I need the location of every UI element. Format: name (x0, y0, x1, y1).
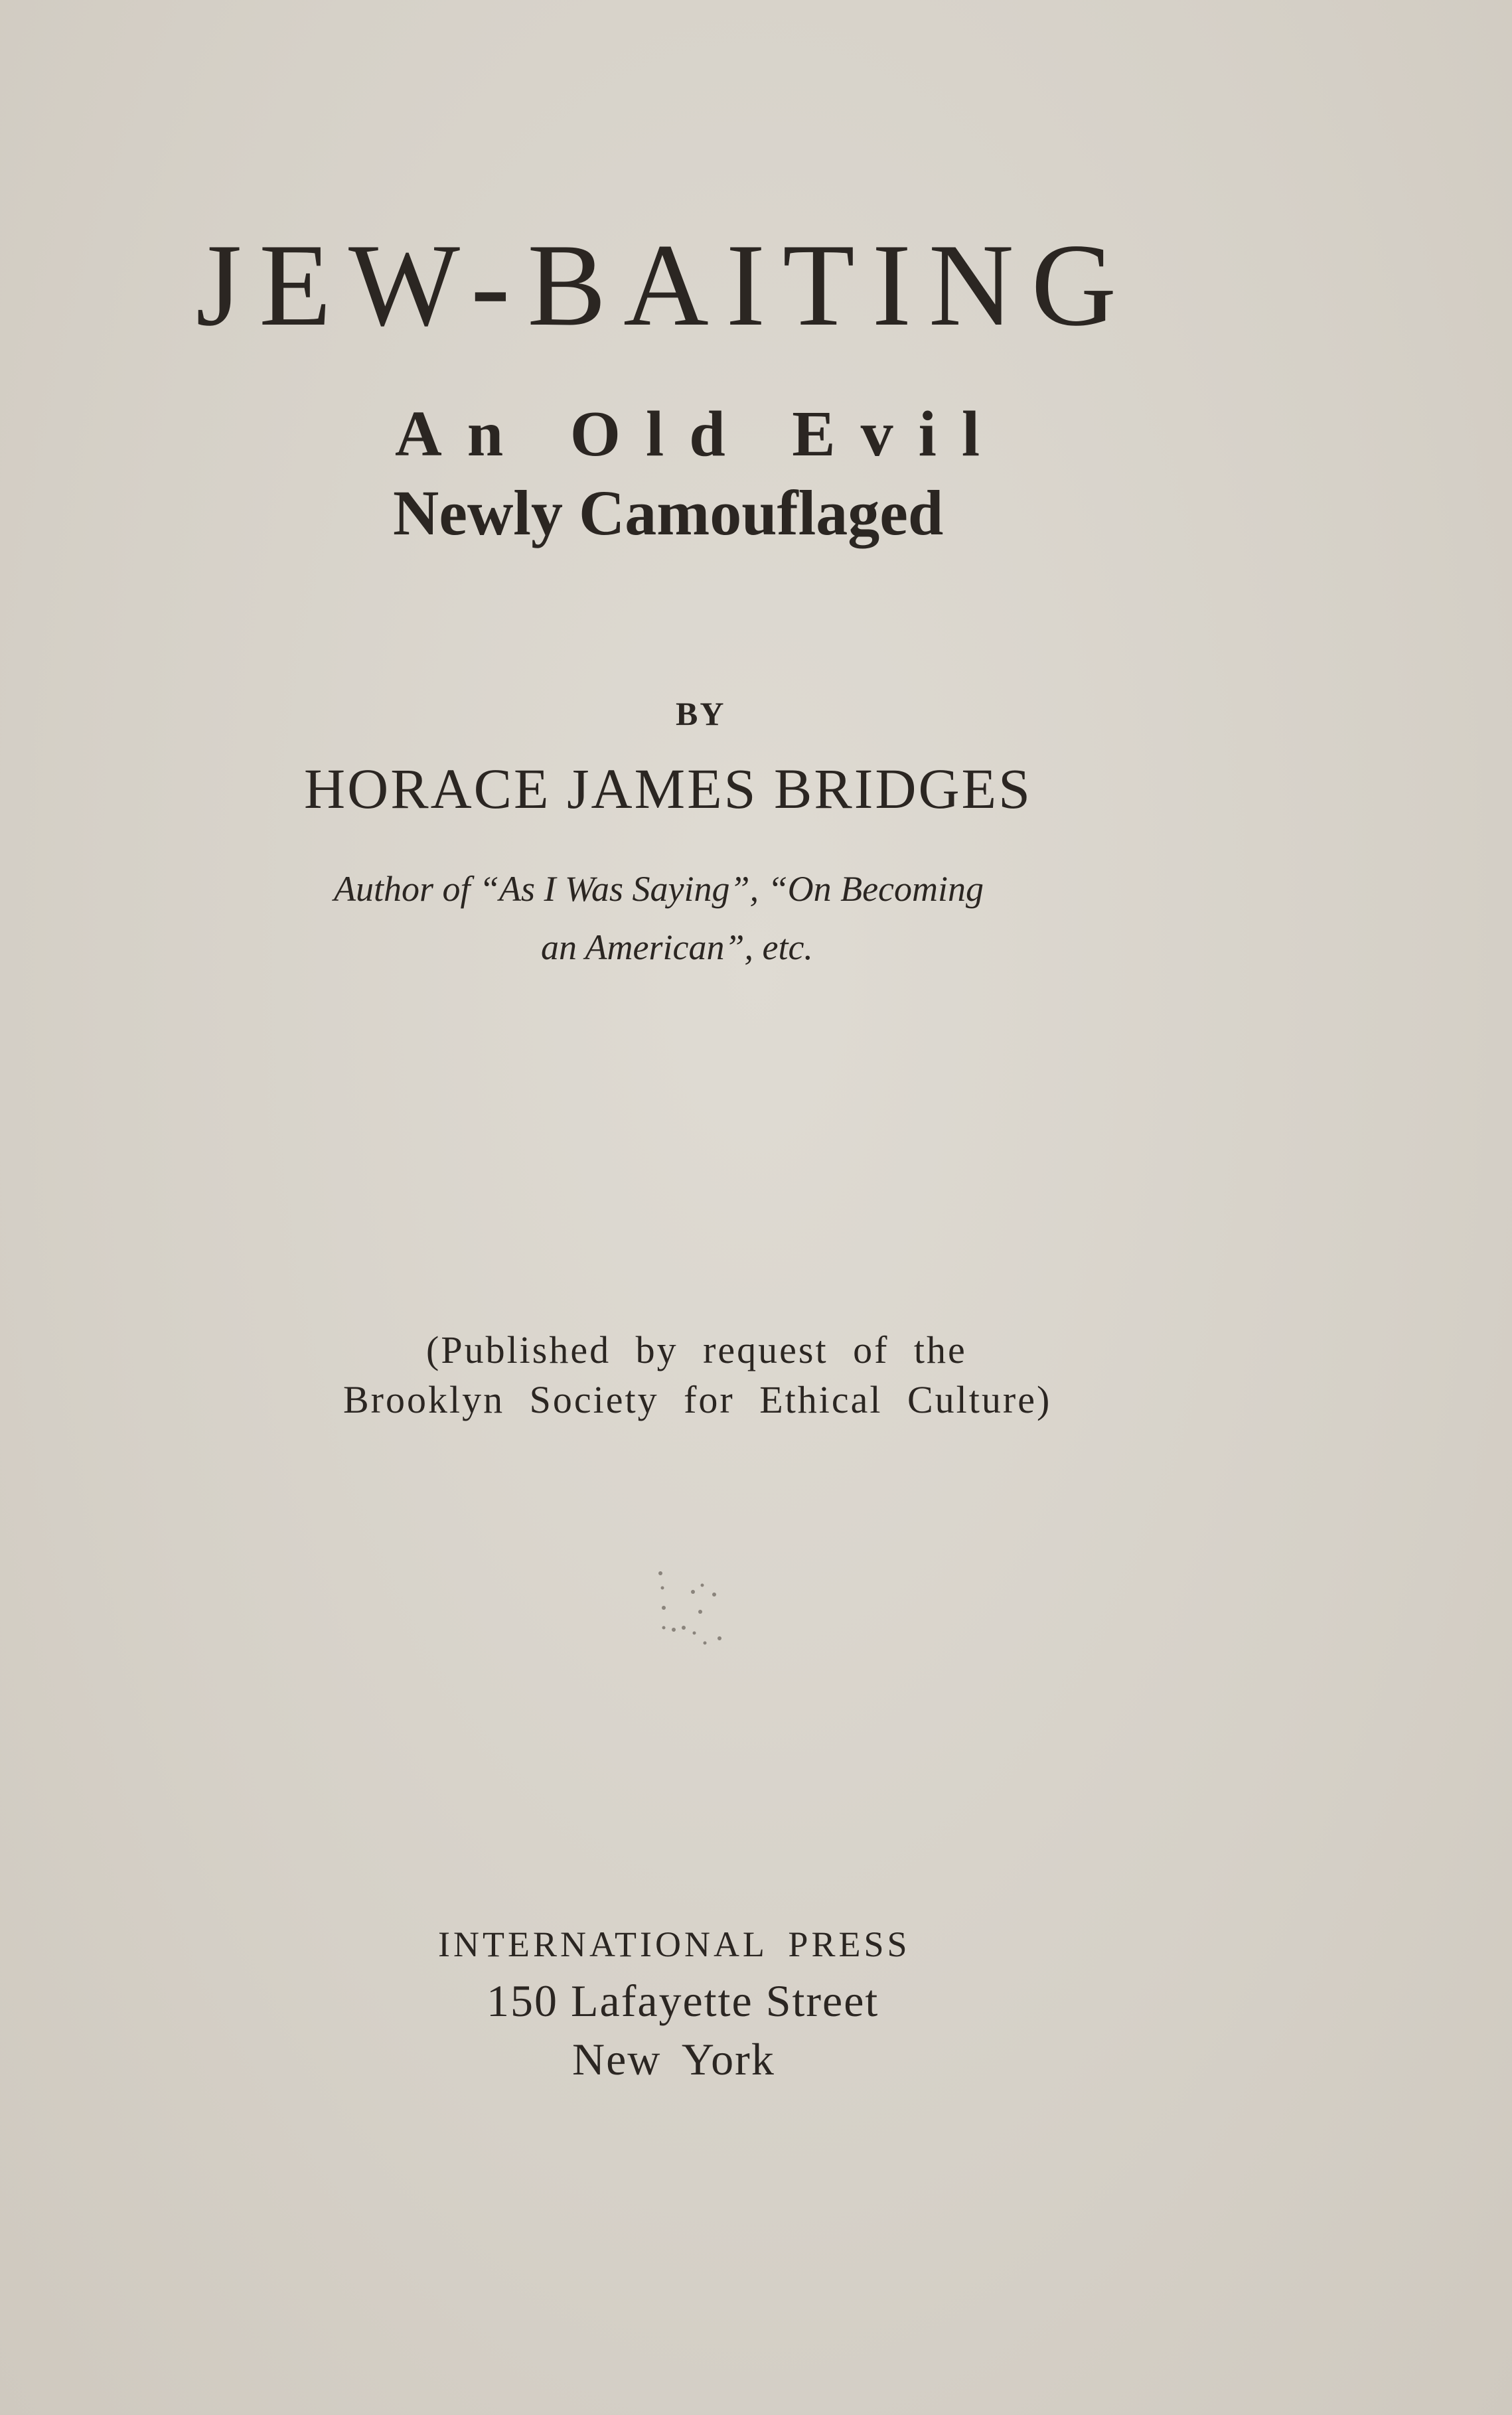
publication-note-line-2: Brooklyn Society for Ethical Culture) (343, 1378, 1052, 1421)
publication-note-line-1: (Published by request of the (426, 1328, 967, 1371)
author-credits-line-2: an American”, etc. (541, 927, 813, 967)
subtitle-line-2: Newly Camouflaged (393, 477, 944, 548)
subtitle-line-1: An Old Evil (395, 398, 1006, 470)
by-label: BY (676, 695, 726, 732)
author-credits-line-1: Author of “As I Was Saying”, “On Becoming (334, 869, 984, 909)
publisher-city: New York (572, 2034, 775, 2084)
publisher-address: 150 Lafayette Street (487, 1976, 879, 2026)
book-title: JEW-BAITING (196, 219, 1134, 351)
author-name: HORACE JAMES BRIDGES (304, 757, 1032, 820)
paper-specks-decoration (650, 1567, 757, 1679)
publisher-name: INTERNATIONAL PRESS (438, 1924, 911, 1964)
